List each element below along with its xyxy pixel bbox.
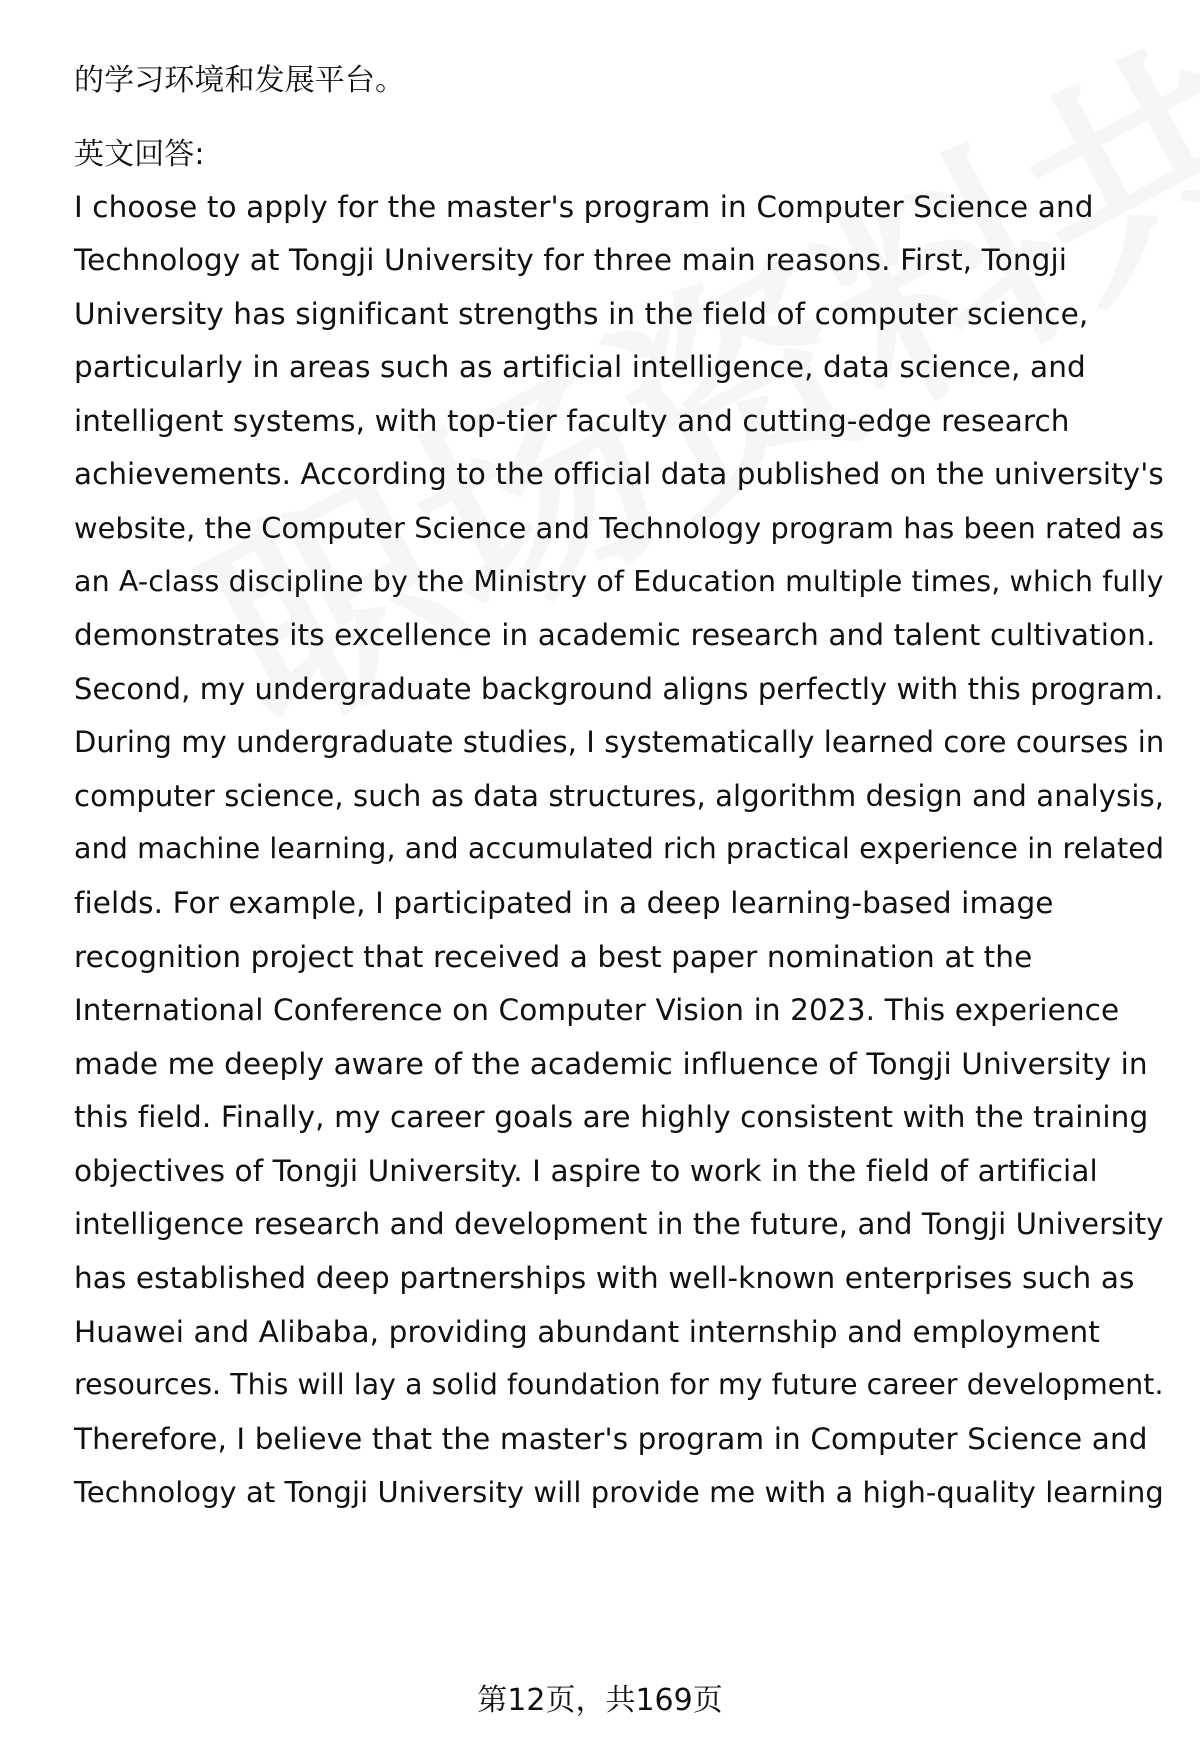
paragraph-line: website, the Computer Science and Technology program has been rated as xyxy=(74,511,1165,545)
paragraph-line: intelligent systems, with top-tier faculty and cutting-edge research xyxy=(74,404,1070,438)
paragraph-line: achievements. According to the official data published on the university's xyxy=(74,457,1164,491)
paragraph-line: demonstrates its excellence in academic research and talent cultivation. xyxy=(74,618,1156,652)
paragraph-line: International Conference on Computer Vision in 2023. This experience xyxy=(74,993,1120,1027)
paragraph-line: and machine learning, and accumulated rich practical experience in related xyxy=(74,832,1165,865)
paragraph-line: resources. This will lay a solid foundation for my future career development. xyxy=(74,1368,1164,1401)
paragraph-line: fields. For example, I participated in a deep learning-based image xyxy=(74,886,1054,920)
paragraph-line: intelligence research and development in the future, and Tongji University xyxy=(74,1207,1164,1241)
paragraph-line: particularly in areas such as artificial intelligence, data science, and xyxy=(74,350,1086,384)
paragraph-line: Therefore, I believe that the master's program in Computer Science and xyxy=(74,1422,1148,1456)
paragraph-line: During my undergraduate studies, I systematically learned core courses in xyxy=(74,725,1165,759)
paragraph-line: computer science, such as data structures, algorithm design and analysis, xyxy=(74,779,1165,813)
paragraph-line: Technology at Tongji University for three main reasons. First, Tongji xyxy=(74,243,1068,277)
continuation-line: 的学习环境和发展平台。 xyxy=(74,63,406,98)
page-indicator: 第12页，共169页 xyxy=(477,1683,723,1718)
paragraph-line: recognition project that received a best paper nomination at the xyxy=(74,940,1033,974)
paragraph-line: objectives of Tongji University. I aspire to work in the field of artificial xyxy=(74,1154,1098,1188)
paragraph-line: Technology at Tongji University will provide me with a high-quality learning xyxy=(74,1475,1164,1509)
paragraph-line: made me deeply aware of the academic influence of Tongji University in xyxy=(74,1047,1148,1081)
section-label: 英文回答: xyxy=(74,137,205,172)
paragraph-line: this field. Finally, my career goals are highly consistent with the training xyxy=(74,1100,1149,1134)
paragraph-line: Second, my undergraduate background aligns perfectly with this program. xyxy=(74,672,1164,706)
paragraph-line: University has significant strengths in the field of computer science, xyxy=(74,297,1089,331)
paragraph-line: an A-class discipline by the Ministry of Education multiple times, which fully xyxy=(74,565,1164,598)
paragraph-line: Huawei and Alibaba, providing abundant internship and employment xyxy=(74,1315,1100,1349)
paragraph-line: I choose to apply for the master's program in Computer Science and xyxy=(74,190,1094,224)
paragraph-line: has established deep partnerships with well-known enterprises such as xyxy=(74,1261,1135,1295)
